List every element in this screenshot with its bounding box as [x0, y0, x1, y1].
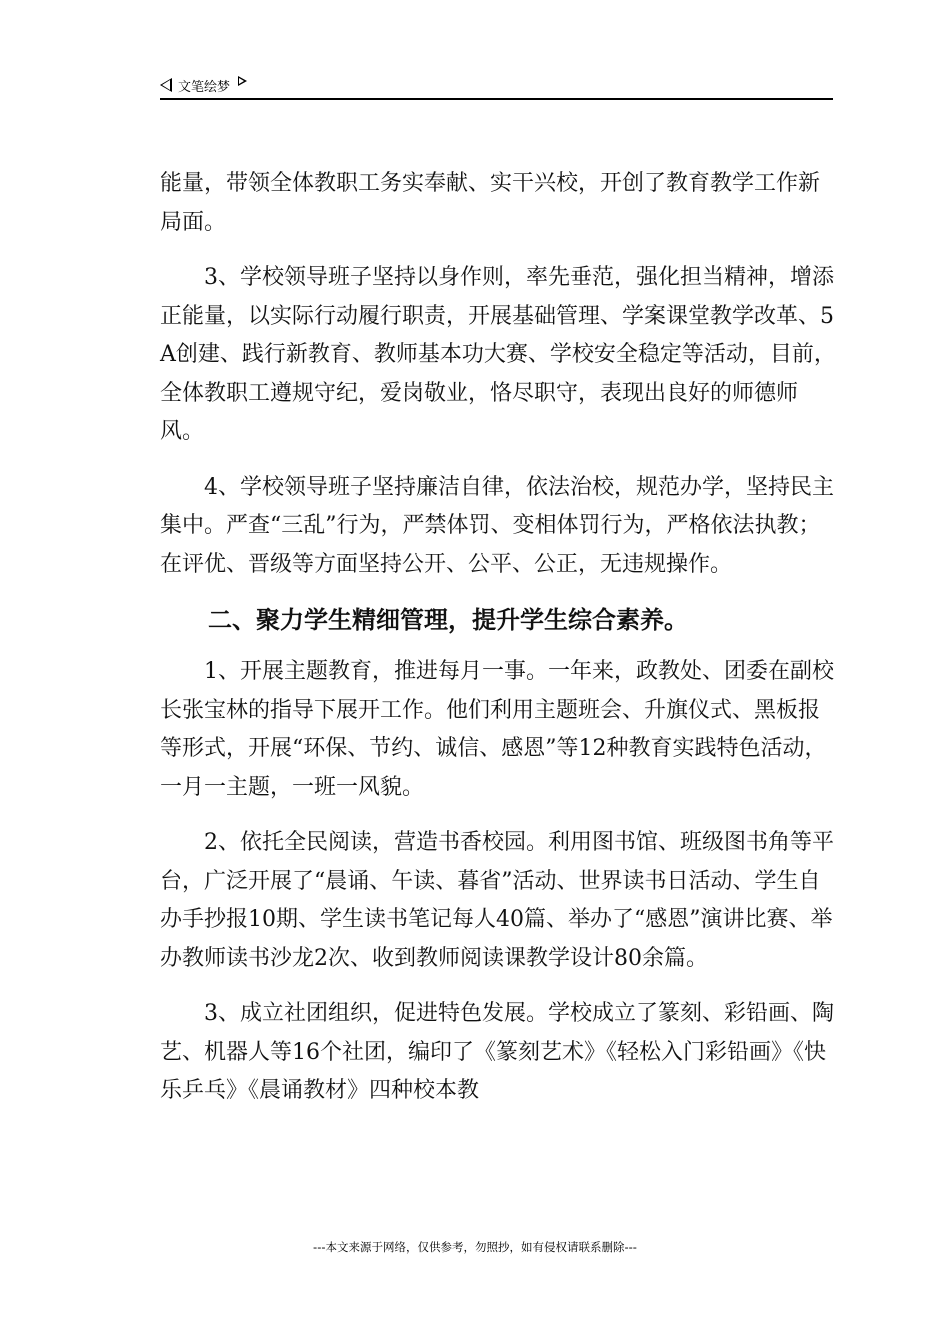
header-title: 文笔绘梦: [178, 79, 231, 95]
section-heading: 二、聚力学生精细管理，提升学生综合素养。: [208, 606, 688, 634]
triangle-right-icon: [238, 76, 247, 86]
section-paragraph-1: 1、开展主题教育，推进每月一事。一年来，政教处、团委在副校长张宝林的指导下展开工作。他们利用主题班会、升旗仪式、黑板报等形式，开展“环保、节约、诚信、感恩”等12种教育实践特色活动，一月一主题，一班一风貌。: [160, 659, 834, 800]
page-footer: ---本文来源于网络，仅供参考，勿照抄，如有侵权请联系删除---: [313, 1240, 637, 1254]
section-paragraph-2: 2、依托全民阅读，营造书香校园。利用图书馆、班级图书角等平台，广泛开展了“晨诵、午读、暮省”活动、世界读书日活动、学生自办手抄报10期、学生读书笔记每人40篇、举办了“感恩”演讲比赛、举办教师读书沙龙2次、收到教师阅读课教学设计80余篇。: [160, 830, 834, 971]
section-paragraph-3: 3、成立社团组织，促进特色发展。学校成立了篆刻、彩铅画、陶艺、机器人等16个社团，编印了《篆刻艺术》《轻松入门彩铅画》《快乐乒乓》《晨诵教材》四种校本教: [160, 1001, 834, 1103]
triangle-left-icon: [160, 78, 172, 92]
paragraph-continued: 能量，带领全体教职工务实奉献、实干兴校，开创了教育教学工作新局面。: [160, 171, 821, 235]
paragraph-3: 3、学校领导班子坚持以身作则，率先垂范，强化担当精神，增添正能量，以实际行动履行职责，开展基础管理、学案课堂教学改革、5A创建、践行新教育、教师基本功大赛、学校安全稳定等活动，目前，全体教职工遵规守纪，爱岗敬业，恪尽职守，表现出良好的师德师风。: [160, 265, 836, 444]
document-body: [160, 165, 840, 1128]
paragraph-4: 4、学校领导班子坚持廉洁自律，依法治校，规范办学，坚持民主集中。严查“三乱”行为，严禁体罚、变相体罚行为，严格依法执教；在评优、晋级等方面坚持公开、公平、公正，无违规操作。: [160, 474, 834, 577]
page-header: [160, 74, 833, 100]
header-bar: [160, 74, 833, 96]
